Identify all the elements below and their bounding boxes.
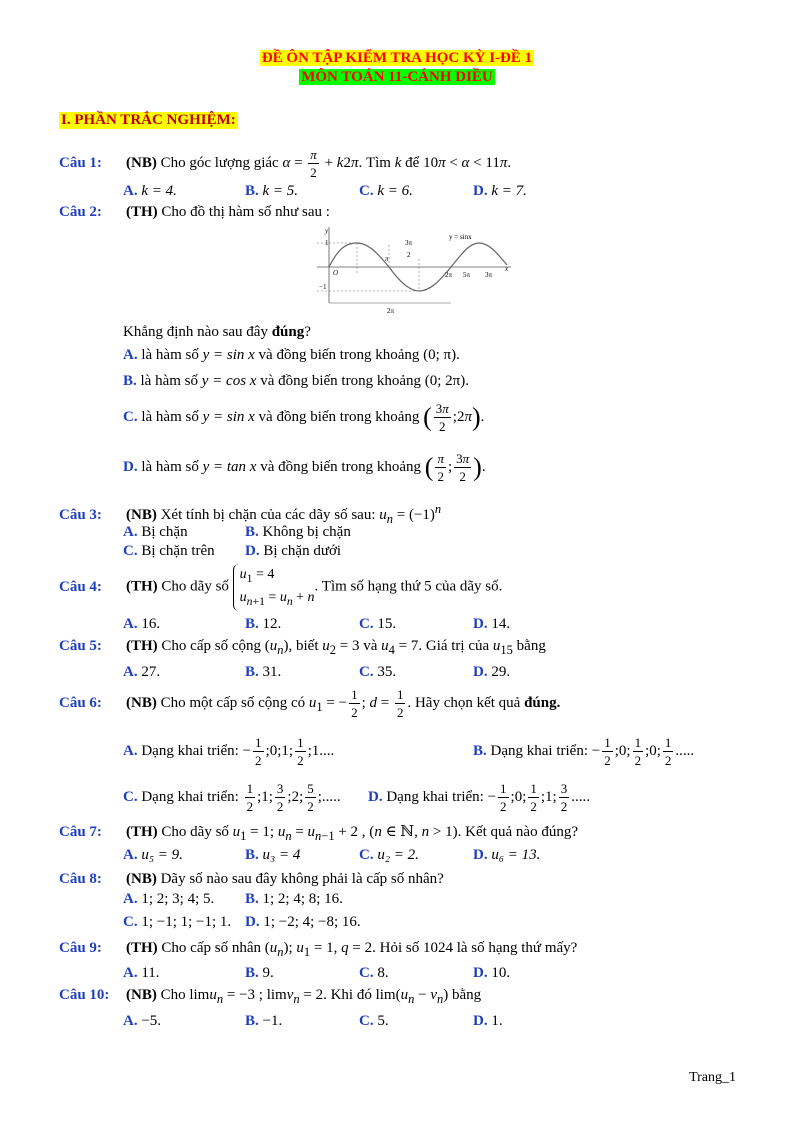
q10-option-b[interactable]: B. −1. (245, 1013, 283, 1029)
q8-option-c[interactable]: C. 1; −1; 1; −1; 1. (123, 914, 232, 930)
q3-option-c[interactable]: C. Bị chặn trên (123, 543, 215, 559)
q3-option-d[interactable]: D. Bị chặn dưới (245, 543, 342, 559)
q8-option-a[interactable]: A. 1; 2; 3; 4; 5. (123, 891, 215, 907)
q4-option-a[interactable]: A. 16. (123, 616, 161, 632)
q1-option-b[interactable]: B. k = 5. (245, 183, 299, 199)
q5-option-c[interactable]: C. 35. (359, 664, 397, 680)
q8-option-d[interactable]: D. 1; −2; 4; −8; 16. (245, 914, 361, 930)
q6-option-b[interactable]: B. Dạng khai triển: − $\frac{1}{2}$ ;0; $\frac{1}{2}$ ;0; $\frac{1}{2}$ ..... (473, 735, 695, 768)
svg-text:y = sinx: y = sinx (449, 233, 472, 241)
q4-option-d[interactable]: D. 14. (473, 616, 511, 632)
svg-text:π: π (385, 255, 389, 263)
q4-option-c[interactable]: C. 15. (359, 616, 397, 632)
q10-option-a[interactable]: A. −5. (123, 1013, 162, 1029)
svg-text:2π: 2π (387, 307, 395, 315)
question-9: Câu 9: (TH) Cho cấp số nhân $(u_n)$; $u_1 = 1$, q = 2. Hỏi số 1024 là số hạng thứ mấy? (59, 940, 578, 959)
q6-option-a[interactable]: A. Dạng khai triển: − $\frac{1}{2}$ ;0;1; $\frac{1}{2}$ ;1.... (123, 735, 335, 768)
q2-option-d[interactable]: D. là hàm số y = tan x và đồng biến trong khoảng ( $\frac{\pi}{2}$ ; $\frac{3\pi}{2}$ ). (123, 451, 486, 484)
question-1: Câu 1: (NB) Cho góc lượng giác α = $\frac{\pi}{2}$ + k2π. Tìm k để 10π < α < 11π. (59, 147, 512, 180)
q10-option-d[interactable]: D. 1. (473, 1013, 503, 1029)
q5-option-a[interactable]: A. 27. (123, 664, 161, 680)
q7-option-c[interactable]: C. u₂ = 2. (359, 847, 419, 863)
exam-title: ĐỀ ÔN TẬP KIỂM TRA HỌC KỲ I-ĐỀ 1 (261, 50, 533, 66)
q6-option-d[interactable]: D. Dạng khai triển: − $\frac{1}{2}$ ;0; $\frac{1}{2}$ ;1; $\frac{3}{2}$ ..... (368, 781, 590, 814)
q9-option-a[interactable]: A. 11. (123, 965, 160, 981)
question-10: Câu 10: (NB) Cho limu$_n$ = −3 ; limv$_n$ = 2. Khi đó $\lim(u_n - v_n)$ bằng (59, 987, 482, 1006)
q2-option-c[interactable]: C. là hàm số y = sin x và đồng biến trong khoảng ( $\frac{3\pi}{2}$ ;2π). (123, 401, 485, 434)
q7-option-a[interactable]: A. u₅ = 9. (123, 847, 183, 863)
q9-option-b[interactable]: B. 9. (245, 965, 274, 981)
q3-option-b[interactable]: B. Không bị chặn (245, 524, 351, 540)
svg-text:O: O (333, 269, 339, 277)
svg-text:5π: 5π (463, 271, 471, 279)
q6-option-c[interactable]: C. Dạng khai triển: $\frac{1}{2}$ ;1; $\frac{3}{2}$ ;2; $\frac{5}{2}$ ;..... (123, 781, 341, 814)
question-7: Câu 7: (TH) Cho dãy số $u_1 = 1$; $u_n = u_{n-1} + 2$ , (n ∈ ℕ, n > 1). Kết quả nào đúng? (59, 824, 578, 843)
question-6: Câu 6: (NB) Cho một cấp số cộng có $u_1$ = − $\frac{1}{2}$ ; d = $\frac{1}{2}$ . Hãy chọn kết quả đúng. (59, 687, 561, 720)
question-8: Câu 8: (NB) Dãy số nào sau đây không phải là cấp số nhân? (59, 871, 444, 887)
question-4: Câu 4: (TH) Cho dãy số $u_1 = 4$ $u_{n+1} = u_n + n$. Tìm số hạng thứ 5 của dãy số. (59, 564, 502, 611)
q5-option-d[interactable]: D. 29. (473, 664, 511, 680)
q1-option-d[interactable]: D. k = 7. (473, 183, 527, 199)
question-2: Câu 2: (TH) Cho đồ thị hàm số như sau : (59, 204, 330, 220)
question-3: Câu 3: (NB) Xét tính bị chặn của các dãy số sau: $u_n = (-1)^n$ (59, 502, 442, 526)
q10-option-c[interactable]: C. 5. (359, 1013, 389, 1029)
q8-option-b[interactable]: B. 1; 2; 4; 8; 16. (245, 891, 343, 907)
q1-option-a[interactable]: A. k = 4. (123, 183, 177, 199)
q9-option-c[interactable]: C. 8. (359, 965, 389, 981)
question-number: Câu 1: (59, 154, 102, 171)
q9-option-d[interactable]: D. 10. (473, 965, 511, 981)
page-number: Trang_1 (689, 1070, 736, 1085)
q5-option-b[interactable]: B. 31. (245, 664, 282, 680)
svg-text:x: x (505, 265, 509, 273)
svg-text:1: 1 (325, 239, 329, 247)
q1-option-c[interactable]: C. k = 6. (359, 183, 413, 199)
q3-option-a[interactable]: A. Bị chặn (123, 524, 188, 540)
svg-text:2: 2 (407, 251, 411, 259)
svg-text:−1: −1 (319, 283, 327, 291)
q2-option-a[interactable]: A. là hàm số y = sin x và đồng biến trong khoảng (0; π). (123, 347, 460, 363)
svg-text:3π: 3π (485, 271, 493, 279)
svg-text:3π: 3π (405, 239, 413, 247)
svg-text:2π: 2π (445, 271, 453, 279)
question-5: Câu 5: (TH) Cho cấp số cộng $(u_n)$, biết $u_2 = 3$ và $u_4 = 7$. Giá trị của $u_{15}$ bằng (59, 638, 546, 657)
exam-subtitle: MÔN TOÁN 11-CÁNH DIỀU (301, 69, 493, 85)
q7-option-b[interactable]: B. u₃ = 4 (245, 847, 301, 863)
svg-text:y: y (325, 227, 329, 235)
q7-option-d[interactable]: D. u₆ = 13. (473, 847, 541, 863)
sine-graph (317, 225, 513, 317)
section-heading: I. PHẦN TRẮC NGHIỆM: (61, 112, 236, 128)
q2-prompt: Khẳng định nào sau đây đúng? (123, 324, 311, 340)
q2-option-b[interactable]: B. là hàm số y = cos x và đồng biến trong khoảng (0; 2π). (123, 373, 469, 389)
q4-option-b[interactable]: B. 12. (245, 616, 282, 632)
